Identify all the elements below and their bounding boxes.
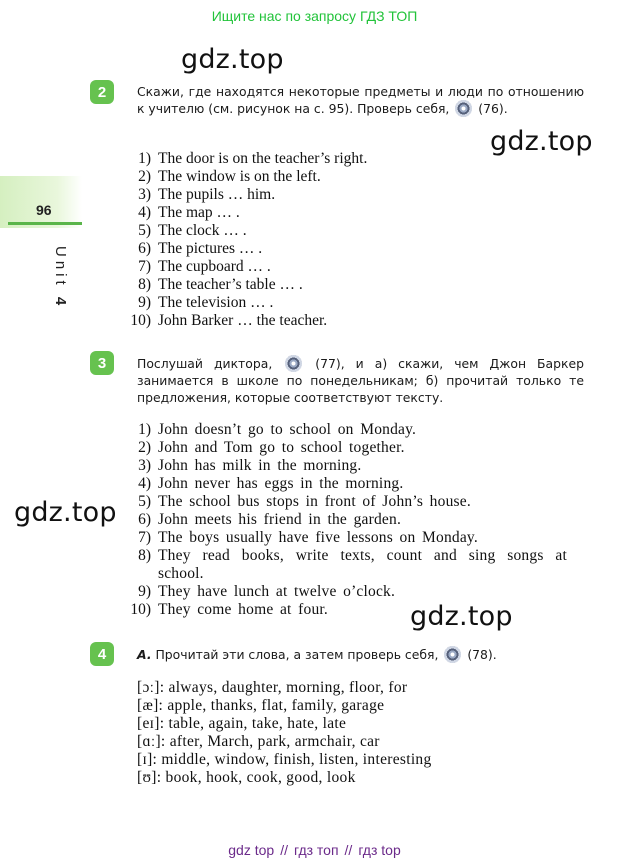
item-text: The boys usually have five lessons on Monday. xyxy=(158,529,478,546)
list-item xyxy=(121,547,581,583)
word-list: always, daughter, morning, floor, for xyxy=(168,679,408,696)
item-number: 2) xyxy=(138,439,151,456)
phonetic-row xyxy=(137,697,432,715)
unit-number: 4 xyxy=(52,296,69,306)
item-number: 4) xyxy=(138,204,151,221)
phonetic-row xyxy=(137,679,432,697)
item-number: 3) xyxy=(138,186,151,203)
phonetic-row xyxy=(137,715,432,733)
item-number: 3) xyxy=(138,457,151,474)
item-number: 5) xyxy=(138,493,151,510)
exercise-3-list xyxy=(121,421,581,619)
list-item xyxy=(121,421,581,439)
list-item xyxy=(121,475,581,493)
exercise-badge-3: 3 xyxy=(90,351,114,375)
list-item xyxy=(121,529,581,547)
phonetics-table xyxy=(137,679,432,787)
word-list: apple, thanks, flat, family, garage xyxy=(167,697,385,714)
sound-symbol: [æ]: xyxy=(137,697,164,714)
item-number: 5) xyxy=(138,222,151,239)
phonetic-row xyxy=(137,733,432,751)
list-item xyxy=(121,276,581,294)
list-item xyxy=(121,204,581,222)
phonetic-row xyxy=(137,769,432,787)
exercise-badge-2: 2 xyxy=(90,80,114,104)
item-number: 9) xyxy=(138,583,151,600)
exercise-4-instruction xyxy=(137,646,597,663)
exercise-badge-4: 4 xyxy=(90,642,114,666)
item-text: The map … . xyxy=(158,204,240,221)
list-item xyxy=(121,601,581,619)
footer-link-2[interactable]: гдз топ xyxy=(293,842,339,858)
item-text: The pupils … him. xyxy=(158,186,276,203)
instruction-text: Скажи, где находятся некоторые предметы и люди по отношению к учителю (см. рисунок на с. 95). Проверь себя, xyxy=(137,84,584,116)
item-number: 10) xyxy=(130,312,151,329)
item-text: The pictures … . xyxy=(158,240,263,257)
watermark: gdz.top xyxy=(490,126,593,157)
watermark: gdz.top xyxy=(410,601,513,632)
footer-separator: // xyxy=(280,842,288,858)
item-number: 9) xyxy=(138,294,151,311)
item-text: John doesn’t go to school on Monday. xyxy=(158,421,417,438)
item-number: 6) xyxy=(138,240,151,257)
audio-disc-icon[interactable] xyxy=(285,355,302,372)
item-number: 8) xyxy=(138,547,151,564)
instruction-text-rest: (77), и а) скажи, чем Джон Баркер занимается в школе по понедельникам; б) прочитай только те предложения, которые соответствуют тексту. xyxy=(137,356,584,405)
item-number: 1) xyxy=(138,150,151,167)
item-text: The window is on the left. xyxy=(158,168,321,185)
item-text: They have lunch at twelve o’clock. xyxy=(158,583,396,600)
item-number: 4) xyxy=(138,475,151,492)
item-text: John never has eggs in the morning. xyxy=(158,475,404,492)
list-item xyxy=(121,240,581,258)
sound-symbol: [eɪ]: xyxy=(137,715,165,732)
instruction-text: Прочитай эти слова, а затем проверь себя, xyxy=(155,647,439,662)
item-number: 8) xyxy=(138,276,151,293)
item-text: John meets his friend in the garden. xyxy=(158,511,402,528)
phonetic-row xyxy=(137,751,432,769)
item-text: John has milk in the morning. xyxy=(158,457,362,474)
instruction-text: Послушай диктора, xyxy=(137,356,273,371)
footer-link-3[interactable]: гдз top xyxy=(358,842,401,858)
word-list: middle, window, finish, listen, interesting xyxy=(161,751,432,768)
item-text: The clock … . xyxy=(158,222,247,239)
list-item xyxy=(121,186,581,204)
list-item xyxy=(121,168,581,186)
list-item xyxy=(121,222,581,240)
page-rule xyxy=(8,222,82,225)
word-list: table, again, take, hate, late xyxy=(168,715,347,732)
audio-disc-icon[interactable] xyxy=(455,100,472,117)
item-number: 2) xyxy=(138,168,151,185)
list-item xyxy=(121,583,581,601)
unit-word: Unit xyxy=(52,246,69,289)
list-item xyxy=(121,294,581,312)
sound-symbol: [ɑː]: xyxy=(137,733,166,750)
item-text: The door is on the teacher’s right. xyxy=(158,150,368,167)
list-item xyxy=(121,258,581,276)
list-item xyxy=(121,150,581,168)
sound-symbol: [ʊ]: xyxy=(137,769,162,786)
list-item xyxy=(121,312,581,330)
item-text: John Barker … the teacher. xyxy=(158,312,328,329)
list-item xyxy=(121,511,581,529)
watermark: gdz.top xyxy=(181,44,284,75)
unit-label xyxy=(52,246,69,305)
top-banner: Ищите нас по запросу ГДЗ ТОП xyxy=(211,8,418,24)
item-text: They come home at four. xyxy=(158,601,328,618)
item-number: 6) xyxy=(138,511,151,528)
page-number: 96 xyxy=(36,202,52,218)
audio-track: (78). xyxy=(467,647,497,662)
exercise-3-instruction xyxy=(137,355,584,406)
exercise-2-list xyxy=(121,150,581,330)
footer-separator: // xyxy=(344,842,353,858)
item-text: John and Tom go to school together. xyxy=(158,439,405,456)
word-list: after, March, park, armchair, car xyxy=(169,733,380,750)
item-text: The school bus stops in front of John’s house. xyxy=(158,493,471,510)
part-label: A. xyxy=(137,647,152,662)
exercise-2-instruction xyxy=(137,83,584,117)
item-text: The television … . xyxy=(158,294,274,311)
item-text: The cupboard … . xyxy=(158,258,271,275)
footer-link-1[interactable]: gdz top xyxy=(228,842,275,858)
item-text: The teacher’s table … . xyxy=(158,276,303,293)
list-item xyxy=(121,457,581,475)
list-item xyxy=(121,493,581,511)
sound-symbol: [ɔː]: xyxy=(137,679,165,696)
item-number: 7) xyxy=(138,258,151,275)
item-number: 10) xyxy=(130,601,151,618)
word-list: book, hook, cook, good, look xyxy=(165,769,356,786)
footer-links xyxy=(0,842,629,858)
item-number: 1) xyxy=(138,421,151,438)
list-item xyxy=(121,439,581,457)
item-text: They read books, write texts, count and sing songs at school. xyxy=(158,547,567,582)
audio-disc-icon[interactable] xyxy=(444,646,461,663)
audio-track: (76). xyxy=(478,101,508,116)
watermark: gdz.top xyxy=(14,497,117,528)
sound-symbol: [ɪ]: xyxy=(137,751,158,768)
item-number: 7) xyxy=(138,529,151,546)
